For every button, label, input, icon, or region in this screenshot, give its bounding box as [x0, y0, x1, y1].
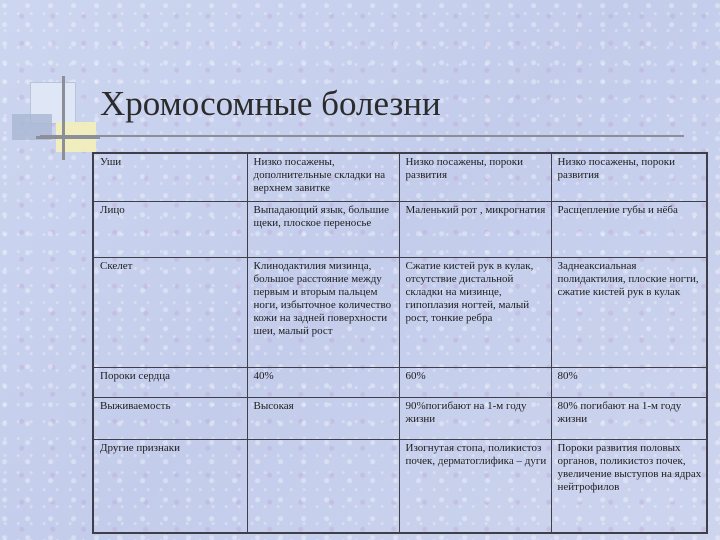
table-cell: 80% погибают на 1-м году жизни	[551, 397, 707, 439]
row-header-cell: Другие признаки	[93, 439, 247, 533]
table-cell	[247, 439, 399, 533]
table-cell: Высокая	[247, 397, 399, 439]
table-row-survival	[93, 397, 707, 439]
row-header-cell: Уши	[93, 153, 247, 201]
table-cell: 40%	[247, 367, 399, 397]
row-header-cell: Скелет	[93, 257, 247, 367]
table-cell: Низко посажены, пороки развития	[399, 153, 551, 201]
table-cell: Изогнутая стопа, поликистоз почек, дерматоглифика – дуги	[399, 439, 551, 533]
table-cell: Заднеаксиальная полидактилия, плоские ногти, сжатие кистей рук в кулак	[551, 257, 707, 367]
syndrome-comparison-table	[92, 152, 708, 534]
table-row-face	[93, 201, 707, 257]
table-row-ears	[93, 153, 707, 201]
row-header-cell: Выживаемость	[93, 397, 247, 439]
logo-vertical-line	[62, 76, 65, 160]
table-cell: 60%	[399, 367, 551, 397]
table-cell: Низко посажены, пороки развития	[551, 153, 707, 201]
table-cell: Пороки развития половых органов, поликистоз почек, увеличение выступов на ядрах нейтрофилов	[551, 439, 707, 533]
table-cell: Выпадающий язык, большие щеки, плоское переносье	[247, 201, 399, 257]
table-cell: 90%погибают на 1-м году жизни	[399, 397, 551, 439]
table-cell: Сжатие кистей рук в кулак, отсутствие дистальной складки на мизинце, гипоплазия ногтей, малый рост, тонкие ребра	[399, 257, 551, 367]
row-header-cell: Лицо	[93, 201, 247, 257]
table-row-skeleton	[93, 257, 707, 367]
table-row-heart-defects	[93, 367, 707, 397]
decorative-logo-squares	[8, 76, 104, 162]
table-cell: Расщепление губы и нёба	[551, 201, 707, 257]
table-cell: 80%	[551, 367, 707, 397]
slide-title: Хромосомные болезни	[100, 84, 441, 123]
title-divider	[40, 135, 684, 137]
table-cell: Низко посажены, дополнительные складки на верхнем завитке	[247, 153, 399, 201]
table-cell: Клинодактилия мизинца, большое расстояние между первым и вторым пальцем ноги, избыточное количество кожи на задней поверхности шеи, малый рост	[247, 257, 399, 367]
table-cell: Маленький рот , микрогнатия	[399, 201, 551, 257]
table-row-other-signs	[93, 439, 707, 533]
row-header-cell: Пороки сердца	[93, 367, 247, 397]
